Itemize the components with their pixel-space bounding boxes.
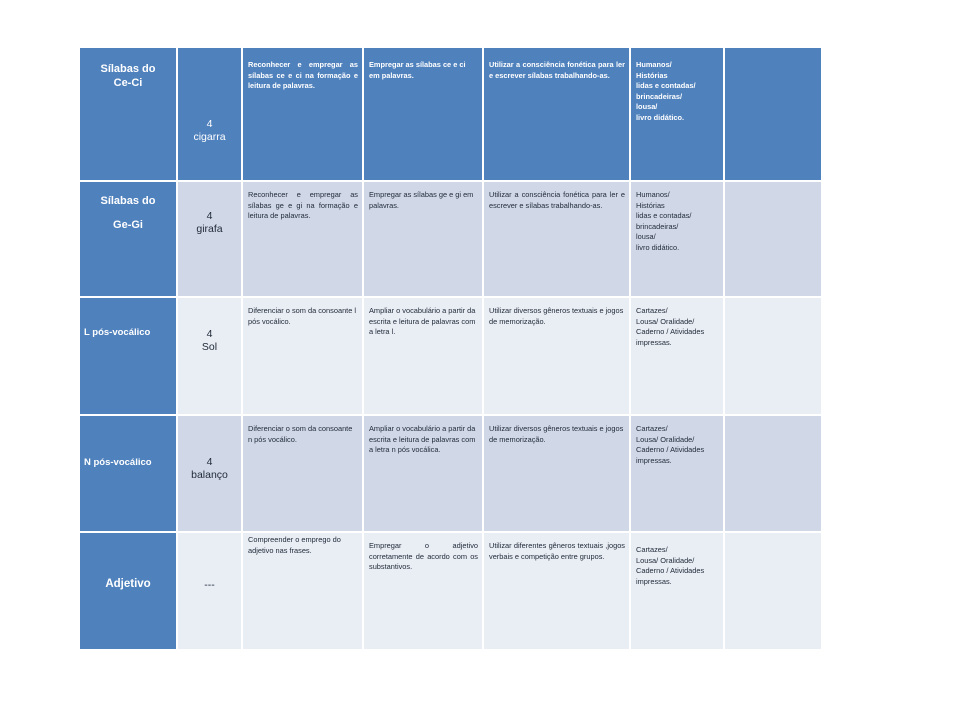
notes-cell <box>725 298 821 414</box>
quantity-line: balanço <box>191 469 228 481</box>
objective-cell: Utilizar diversos gêneros textuais e jogos de memorização. <box>484 416 629 531</box>
objective-cell: Utilizar a consciência fonética para ler e escrever e sílabas trabalhando-as. <box>484 182 629 296</box>
quantity-cell <box>178 416 241 531</box>
quantity-line: 4 <box>206 118 213 130</box>
quantity-cell <box>178 48 241 180</box>
resources-cell: Cartazes/ Lousa/ Oralidade/ Caderno / Atividades impressas. <box>631 298 723 414</box>
objective-cell: Compreender o emprego do adjetivo nas frases. <box>243 533 362 649</box>
syllable-cell <box>80 182 176 296</box>
quantity-line: cigarra <box>193 131 226 143</box>
objective-cell: Reconhecer e empregar as sílabas ce e ci na formação e leitura de palavras. <box>243 48 362 180</box>
objective-cell: Diferenciar o som da consoante l pós vocálico. <box>243 298 362 414</box>
quantity-cell <box>178 533 241 649</box>
quantity-line: 4 <box>206 456 213 468</box>
resources-cell: Cartazes/ Lousa/ Oralidade/ Caderno / Atividades impressas. <box>631 533 723 649</box>
syllable-cell <box>80 416 176 531</box>
objective-cell: Empregar o adjetivo corretamente de acordo com os substantivos. <box>364 533 482 649</box>
quantity-line: 4 <box>206 328 213 340</box>
quantity-cell <box>178 298 241 414</box>
quantity-cell <box>178 182 241 296</box>
syllable-line: Ce-Ci <box>113 77 143 89</box>
notes-cell <box>725 48 821 180</box>
resources-cell: Humanos/ Histórias lidas e contadas/ brincadeiras/ lousa/ livro didático. <box>631 182 723 296</box>
quantity-line: girafa <box>196 223 223 235</box>
syllable-line: L pós-vocálico <box>84 327 151 338</box>
lesson-plan-table <box>80 48 813 643</box>
syllable-line: N pós-vocálico <box>84 457 152 468</box>
quantity-line: --- <box>204 579 215 591</box>
notes-cell <box>725 182 821 296</box>
notes-cell <box>725 533 821 649</box>
quantity-line: Sol <box>201 341 218 353</box>
resources-cell: Cartazes/ Lousa/ Oralidade/ Caderno / Atividades impressas. <box>631 416 723 531</box>
syllable-line: Adjetivo <box>105 578 151 590</box>
objective-cell: Empregar as sílabas ge e gi em palavras. <box>364 182 482 296</box>
syllable-line: Sílabas do <box>100 63 156 75</box>
syllable-line: Ge-Gi <box>113 219 143 231</box>
notes-cell <box>725 416 821 531</box>
objective-cell: Utilizar diferentes gêneros textuais ,jogos verbais e competição entre grupos. <box>484 533 629 649</box>
objective-cell: Reconhecer e empregar as sílabas ge e gi na formação e leitura de palavras. <box>243 182 362 296</box>
objective-cell: Empregar as sílabas ce e ci em palavras. <box>364 48 482 180</box>
syllable-line: Sílabas do <box>100 195 156 207</box>
quantity-line: 4 <box>206 210 213 222</box>
objective-cell: Utilizar diversos gêneros textuais e jogos de memorização. <box>484 298 629 414</box>
syllable-cell <box>80 533 176 649</box>
resources-cell: Humanos/ Histórias lidas e contadas/ brincadeiras/ lousa/ livro didático. <box>631 48 723 180</box>
syllable-cell <box>80 298 176 414</box>
objective-cell: Utilizar a consciência fonética para ler e escrever sílabas trabalhando-as. <box>484 48 629 180</box>
objective-cell: Ampliar o vocabulário a partir da escrita e leitura de palavras com a letra l. <box>364 298 482 414</box>
objective-cell: Ampliar o vocabulário a partir da escrita e leitura de palavras com a letra n pós vocálica. <box>364 416 482 531</box>
syllable-cell <box>80 48 176 180</box>
objective-cell: Diferenciar o som da consoante n pós vocálico. <box>243 416 362 531</box>
